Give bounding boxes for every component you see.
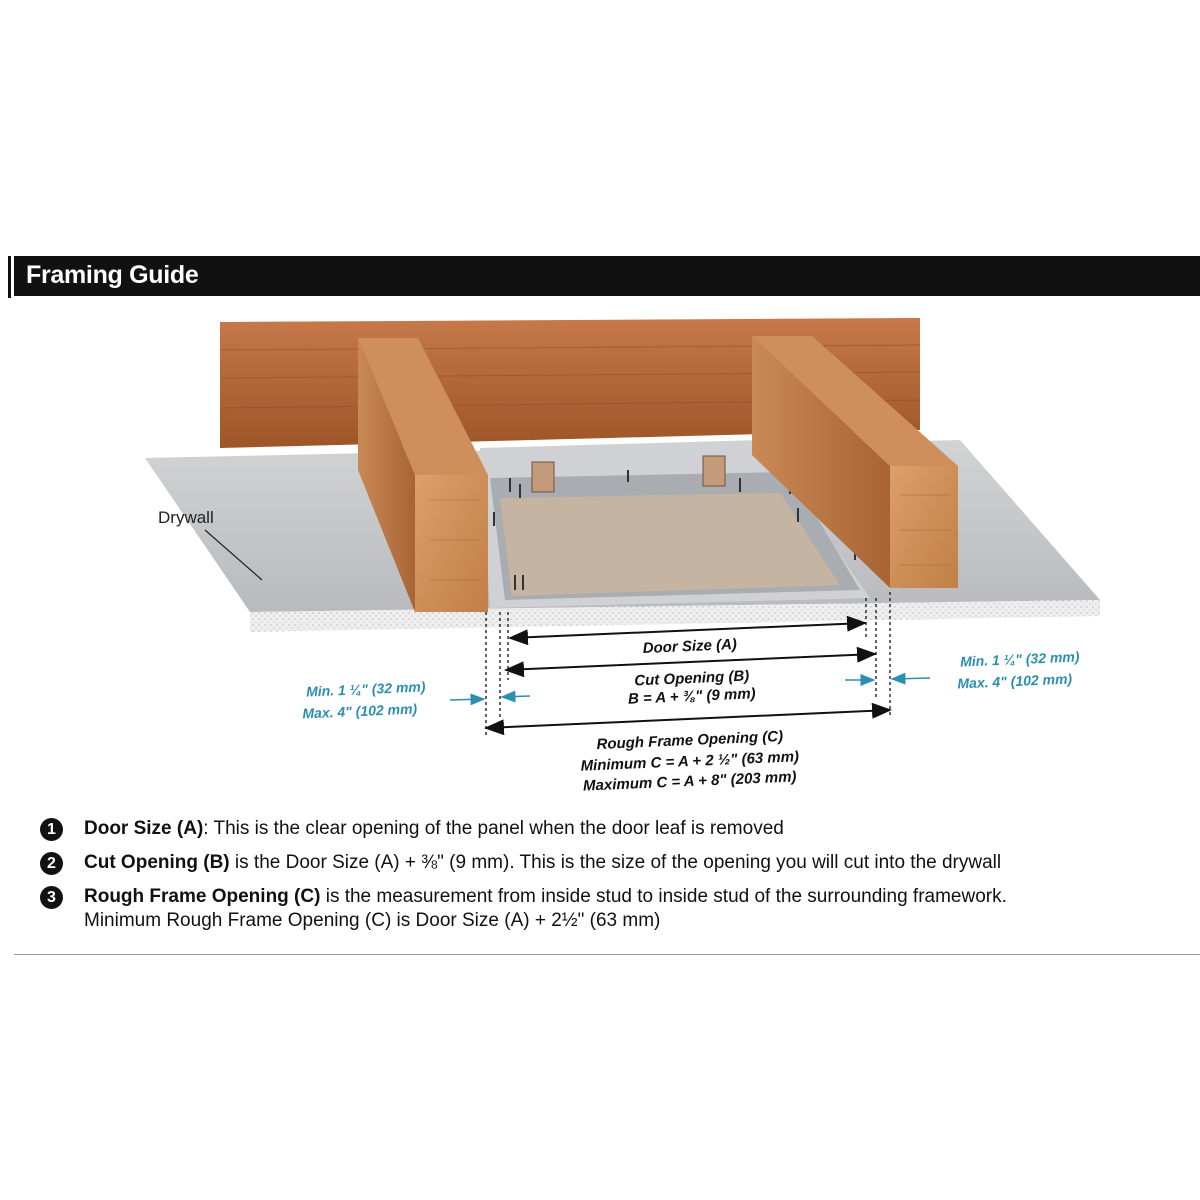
note-item: [40, 851, 1190, 875]
note-text-continued: Minimum Rough Frame Opening (C) is Door Size (A) + 2½" (63 mm): [84, 910, 661, 931]
note-item: [40, 817, 1190, 841]
note-term: Cut Opening (B): [84, 852, 230, 873]
left-gap-arrow-2: [502, 696, 530, 697]
framing-diagram: [0, 296, 1200, 806]
number-badge: 1: [40, 818, 63, 841]
note-term: Rough Frame Opening (C): [84, 886, 321, 907]
rough-frame-arrow: [486, 710, 890, 728]
right-max-label: Max. 4" (102 mm): [957, 670, 1073, 692]
left-gap-arrow: [450, 699, 484, 700]
note-term: Door Size (A): [84, 818, 204, 839]
header-tick: [8, 256, 11, 298]
left-max-label: Max. 4" (102 mm): [302, 700, 418, 722]
rough-frame-label: Rough Frame Opening (C): [596, 727, 784, 754]
notes-list: [40, 817, 1190, 943]
left-min-label: Min. 1 ¼" (32 mm): [305, 678, 426, 700]
page-title: Framing Guide: [26, 261, 199, 289]
rough-max-label: Maximum C = A + 8" (203 mm): [582, 768, 797, 795]
cut-opening-arrow: [506, 654, 875, 670]
header-bar: [14, 256, 1200, 296]
door-size-label: Door Size (A): [642, 635, 738, 658]
note-text: : This is the clear opening of the panel when the door leaf is removed: [203, 818, 784, 839]
cut-opening-label: Cut Opening (B): [633, 667, 750, 690]
rough-min-label: Minimum C = A + 2 ½" (63 mm): [580, 748, 800, 775]
right-min-label: Min. 1 ¼" (32 mm): [959, 648, 1080, 670]
drywall-label: Drywall: [158, 508, 214, 527]
bottom-rule: [14, 954, 1200, 955]
number-badge: 3: [40, 886, 63, 909]
cut-formula-label: B = A + ⅜" (9 mm): [627, 685, 756, 708]
number-badge: 2: [40, 852, 63, 875]
note-item: [40, 885, 1190, 933]
note-text: is the Door Size (A) + ⅜" (9 mm). This is the size of the opening you will cut into the drywall: [229, 852, 1002, 873]
note-text: is the measurement from inside stud to inside stud of the surrounding framework.: [320, 886, 1007, 907]
right-gap-arrow-2: [892, 678, 930, 679]
